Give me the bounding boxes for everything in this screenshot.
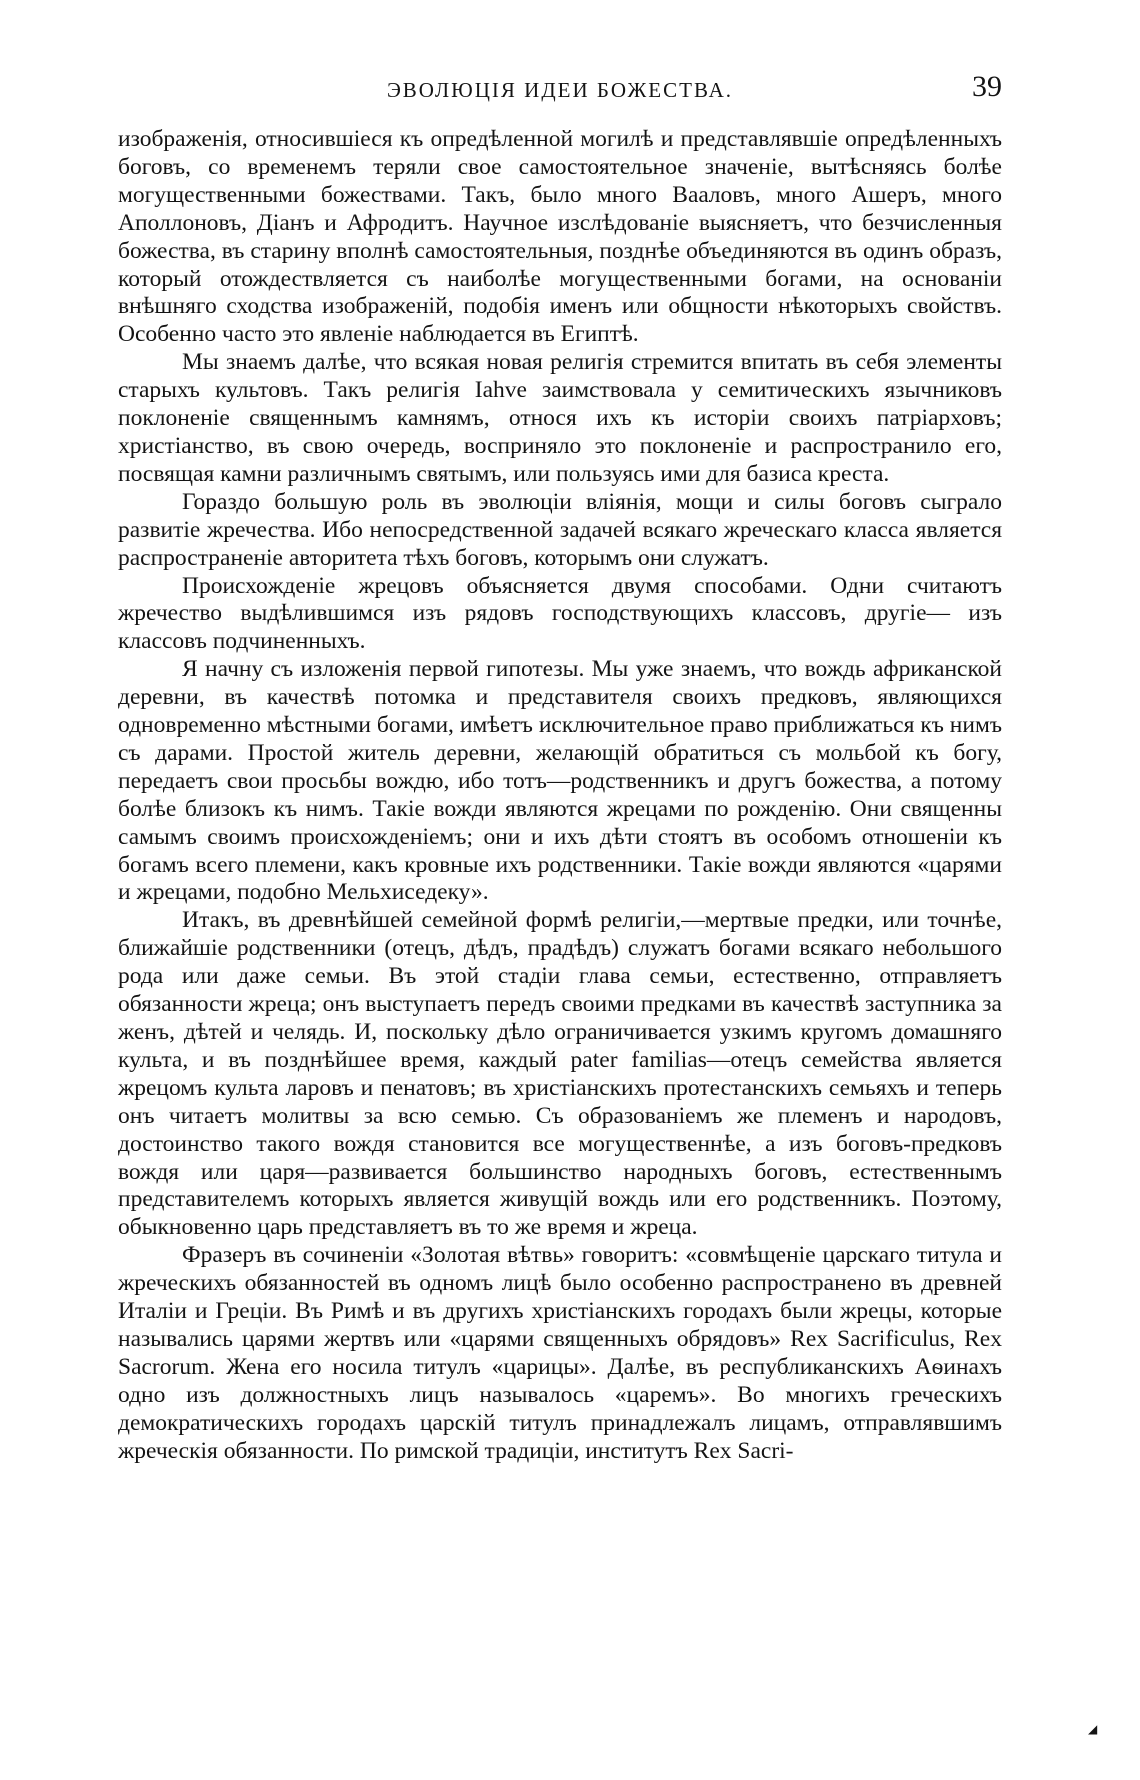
body-text — [118, 126, 1002, 1466]
page-header — [118, 70, 1002, 110]
paragraph-7: Фразеръ въ сочиненіи «Золотая вѣтвь» говоритъ: «совмѣщеніе царскаго титула и жреческихъ обязанностей въ одномъ лицѣ было особенно распространено въ древней Италіи и Греціи. Въ Римѣ и въ другихъ христіанскихъ городахъ были жрецы, которые назывались царями жертвъ или «царями священныхъ обрядовъ» Rex Sacrificulus, Rex Sacrorum. Жена его носила титулъ «царицы». Далѣе, въ республиканскихъ Аѳинахъ одно изъ должностныхъ лицъ называлось «царемъ». Во многихъ греческихъ демократическихъ городахъ царскій титулъ принадлежалъ лицамъ, отправлявшимъ жреческія обязанности. По римской традиціи, институтъ Rex Sacri- — [118, 1242, 1002, 1464]
paragraph-2: Мы знаемъ далѣе, что всякая новая религія стремится впитать въ себя элементы старыхъ культовъ. Такъ религія Iahve заимствовала у семитическихъ язычниковъ поклоненіе священнымъ камнямъ, относя ихъ къ исторіи своихъ патріарховъ; христіанство, въ свою очередь, восприняло это поклоненіе и распространило его, посвящая камни различнымъ святымъ, или пользуясь ими для базиса креста. — [118, 349, 1002, 487]
paragraph-1: изображенія, относившіеся къ опредѣленной могилѣ и представлявшіе опредѣленныхъ боговъ, со временемъ теряли свое самостоятельное значеніе, вытѣсняясь болѣе могущественными божествами. Такъ, было много Ваaловъ, много Ашеръ, много Аполлоновъ, Діанъ и Афродитъ. Научное изслѣдованіе выясняетъ, что безчисленныя божества, въ старину вполнѣ самостоятельныя, позднѣе объединяются въ одинъ образъ, который отождествляется съ наиболѣе могущественными богами, на основаніи внѣшняго сходства изображеній, подобія именъ или общности нѣкоторыхъ свойствъ. Особенно часто это явленіе наблюдается въ Египтѣ. — [118, 126, 1002, 348]
running-title: ЭВОЛЮЦІЯ ИДЕИ БОЖЕСТВА. — [386, 78, 734, 102]
paragraph-6: Итакъ, въ древнѣйшей семейной формѣ религіи,—мертвые предки, или точнѣе, ближайшіе родственники (отецъ, дѣдъ, прадѣдъ) служатъ богами всякаго небольшого рода или даже семьи. Въ этой стадіи глава семьи, естественно, отправляетъ обязанности жреца; онъ выступаетъ передъ своими предками въ качествѣ заступника за женъ, дѣтей и челядь. И, поскольку дѣло ограничивается узкимъ кругомъ домашняго культа, и въ позднѣйшее время, каждый pater familias—отецъ семейства является жрецомъ культа ларовъ и пенатовъ; въ христіанскихъ протестанскихъ семьяхъ и теперь онъ читаетъ молитвы за всю семью. Съ образованіемъ же племенъ и народовъ, достоинство такого вождя становится все могущественнѣе, а изъ боговъ-предковъ вождя или царя—развивается большинство народныхъ боговъ, естественнымъ представителемъ которыхъ является живущій вождь или его родственникъ. Поэтому, обыкновенно царь представляетъ въ то же время и жреца. — [118, 907, 1002, 1241]
paragraph-3: Гораздо большую роль въ эволюціи вліянія, мощи и силы боговъ сыграло развитіе жречества. Ибо непосредственной задачей всякаго жреческаго класса является распространеніе авторитета тѣхъ боговъ, которымъ они служатъ. — [118, 488, 1002, 571]
page-number: 39 — [972, 70, 1002, 103]
paragraph-5: Я начну съ изложенія первой гипотезы. Мы уже знаемъ, что вождь африканской деревни, въ качествѣ потомка и представителя своихъ предковъ, являющихся одновременно мѣстными богами, имѣетъ исключительное право приближаться къ нимъ съ дарами. Простой житель деревни, желающій обратиться съ мольбой къ богу, передаетъ свои просьбы вождю, ибо тотъ—родственникъ и другъ божества, а потому болѣе близокъ къ нимъ. Такіе вожди являются жрецами по рожденію. Они священны самымъ своимъ происхожденіемъ; они и ихъ дѣти стоятъ въ особомъ отношеніи къ богамъ всего племени, какъ кровные ихъ родственники. Такіе вожди являются «царями и жрецами, подобно Мельхиседеку». — [118, 656, 1002, 906]
print-mark-icon: ◢ — [1088, 1722, 1098, 1736]
paragraph-4: Происхожденіе жрецовъ объясняется двумя способами. Одни считаютъ жречество выдѣлившимся изъ рядовъ господствующихъ классовъ, другіе— изъ классовъ подчиненныхъ. — [118, 572, 1002, 655]
